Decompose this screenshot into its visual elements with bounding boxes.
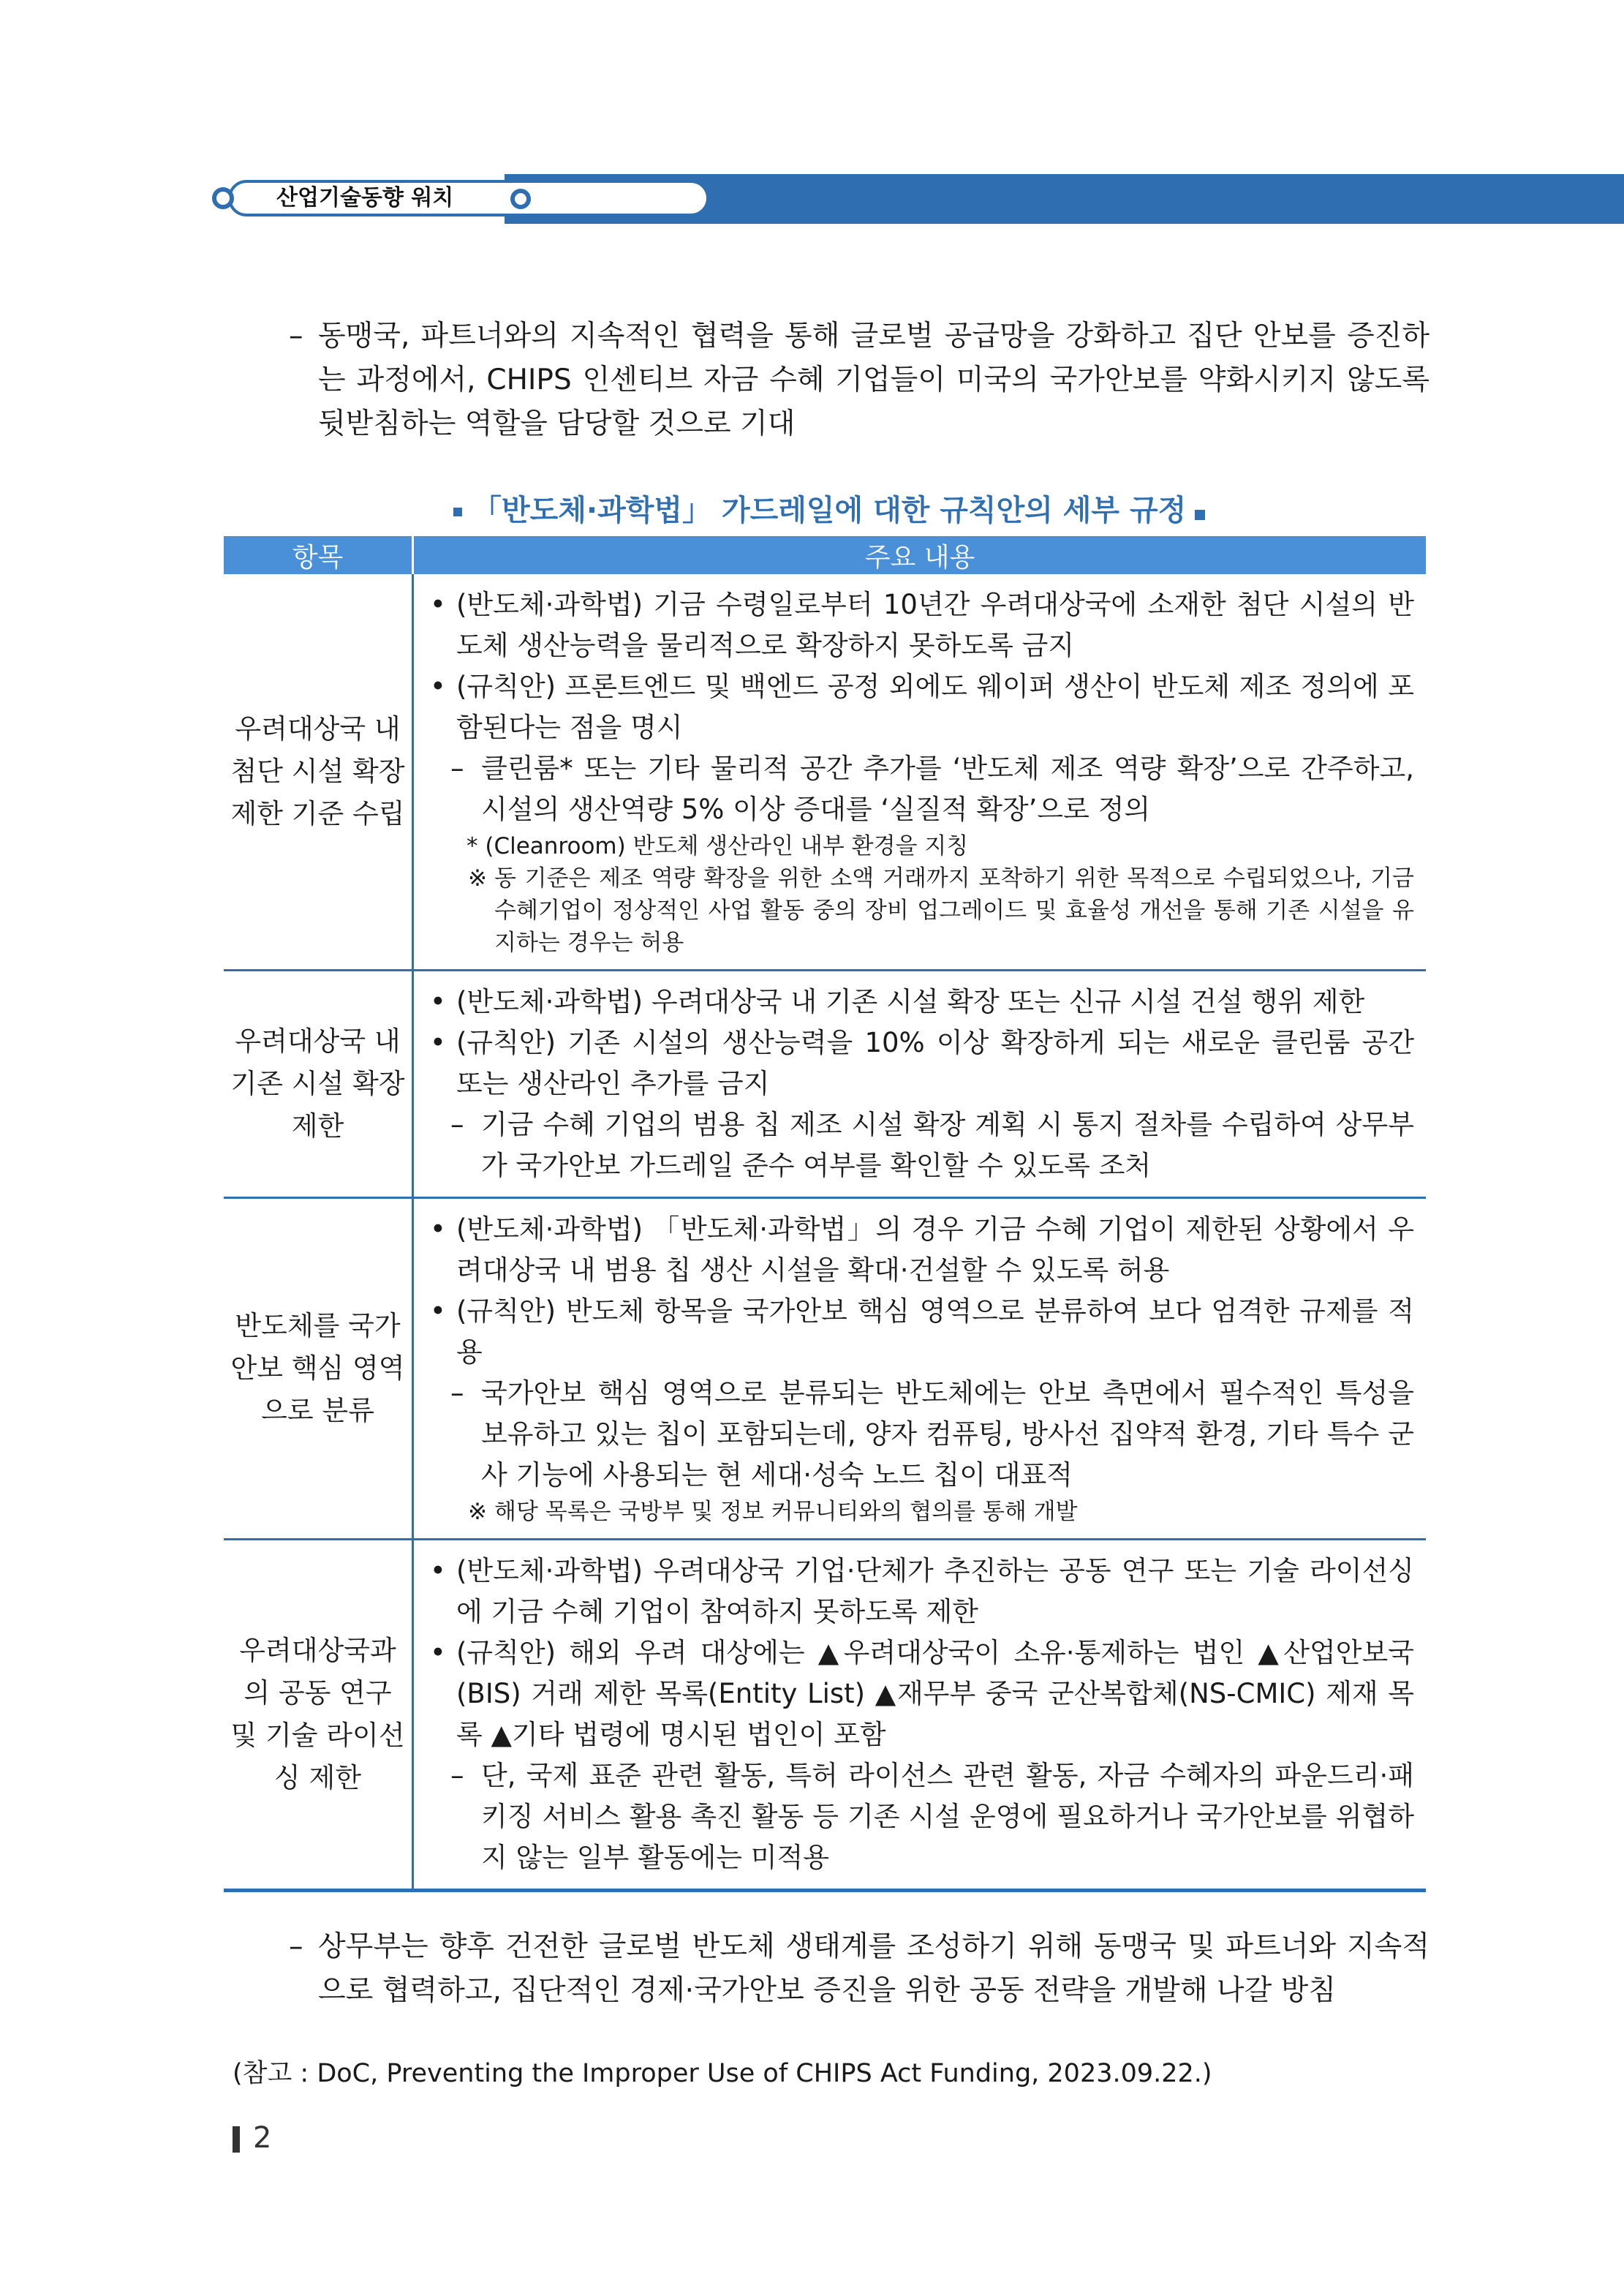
content-text: 클린룸* 또는 기타 물리적 공간 추가를 ‘반도체 제조 역량 확장’으로 간주하고, 시설의 생산역량 5% 이상 증대를 ‘실질적 확장’으로 정의 — [481, 753, 1414, 825]
bullet-marker: • — [430, 1637, 446, 1668]
bullet-marker: • — [430, 1555, 446, 1586]
row-item-label: 우려대상국 내 기존 시설 확장 제한 — [224, 971, 413, 1198]
page-number — [233, 2121, 271, 2155]
row-item-label: 우려대상국과의 공동 연구 및 기술 라이선싱 제한 — [224, 1540, 413, 1891]
content-remark — [424, 862, 1414, 959]
closing-bullet-text: 상무부는 향후 건전한 글로벌 반도체 생태계를 조성하기 위해 동맹국 및 파트너와 지속적으로 협력하고, 집단적인 경제·국가안보 증진을 위한 공동 전략을 개발해 나갈 방침 — [318, 1930, 1430, 2007]
regulation-table — [224, 536, 1426, 1892]
section-header — [212, 174, 1624, 224]
table-row — [224, 971, 1426, 1198]
footnote-text: * (Cleanroom) 반도체 생산라인 내부 환경을 지칭 — [467, 833, 969, 859]
content-line — [424, 982, 1414, 1023]
content-text: (규칙안) 반도체 항목을 국가안보 핵심 영역으로 분류하여 보다 엄격한 규제를 적용 — [456, 1295, 1414, 1368]
content-text: (규칙안) 프론트엔드 및 백엔드 공정 외에도 웨이퍼 생산이 반도체 제조 정의에 포함된다는 점을 명시 — [456, 671, 1414, 743]
header-right-dot-icon — [510, 189, 531, 209]
table-header-row — [224, 536, 1426, 574]
row-item-label: 우려대상국 내 첨단 시설 확장 제한 기준 수립 — [224, 574, 413, 971]
content-line — [424, 1373, 1414, 1496]
bullet-marker: • — [430, 986, 446, 1017]
closing-bullet-marker: – — [289, 1930, 303, 1963]
content-text: (규칙안) 해외 우려 대상에는 ▲우려대상국이 소유·통제하는 법인 ▲산업안보국(BIS) 거래 제한 목록(Entity List) ▲재무부 중국 군산복합체(NS-CMIC) 제재 목록 ▲기타 법령에 명시된 법인이 포함 — [456, 1637, 1414, 1750]
page-number-bar-icon — [233, 2126, 240, 2153]
content-line — [424, 666, 1414, 748]
row-content — [413, 971, 1427, 1198]
content-text: 단, 국제 표준 관련 활동, 특허 라이선스 관련 활동, 자금 수혜자의 파운드리·패키징 서비스 활용 촉진 활동 등 기존 시설 운영에 필요하거나 국가안보를 위협하지 않는 일부 활동에는 미적용 — [481, 1760, 1414, 1873]
content-footnote — [424, 830, 1414, 862]
bullet-marker: • — [430, 1213, 446, 1245]
content-remark — [424, 1496, 1414, 1528]
remark-text: 동 기준은 제조 역량 확장을 위한 소액 거래까지 포착하기 위한 목적으로 수립되었으나, 기금 수혜기업이 정상적인 사업 활동 중의 장비 업그레이드 및 효율성 개선을 통해 기존 시설을 유지하는 경우는 허용 — [494, 865, 1414, 956]
bullet-marker: • — [430, 671, 446, 702]
remark-marker: ※ — [468, 1499, 487, 1525]
table-header-item: 항목 — [224, 536, 413, 574]
content-text: 국가안보 핵심 영역으로 분류되는 반도체에는 안보 측면에서 필수적인 특성을 보유하고 있는 칩이 포함되는데, 양자 컴퓨팅, 방사선 집약적 환경, 기타 특수 군사 기능에 사용되는 현 세대·성숙 노드 칩이 대표적 — [481, 1377, 1414, 1491]
content-line — [424, 1023, 1414, 1104]
reference-note: (참고 : DoC, Preventing the Improper Use of CHIPS Act Funding, 2023.09.22.) — [233, 2059, 1212, 2088]
content-text: 기금 수혜 기업의 범용 칩 제조 시설 확장 계획 시 통지 절차를 수립하여 상무부가 국가안보 가드레일 준수 여부를 확인할 수 있도록 조처 — [481, 1109, 1414, 1181]
bullet-marker: • — [430, 589, 446, 620]
row-item-label: 반도체를 국가안보 핵심 영역으로 분류 — [224, 1198, 413, 1540]
table-caption-text: 「반도체·과학법」 가드레일에 대한 규칙안의 세부 규정 — [472, 494, 1187, 527]
table-header-content: 주요 내용 — [413, 536, 1427, 574]
row-content — [413, 1540, 1427, 1891]
content-line — [424, 1104, 1414, 1186]
row-content — [413, 574, 1427, 971]
content-line — [424, 1291, 1414, 1373]
content-line — [424, 1633, 1414, 1755]
table-row — [224, 1198, 1426, 1540]
intro-bullet — [289, 315, 1430, 446]
content-text: (반도체·과학법) 우려대상국 기업·단체가 추진하는 공동 연구 또는 기술 라이선싱에 기금 수혜 기업이 참여하지 못하도록 제한 — [456, 1555, 1414, 1627]
content-line — [424, 1209, 1414, 1291]
content-line — [424, 1755, 1414, 1878]
closing-bullet — [289, 1925, 1430, 2013]
intro-bullet-text: 동맹국, 파트너와의 지속적인 협력을 통해 글로벌 공급망을 강화하고 집단 안보를 증진하는 과정에서, CHIPS 인센티브 자금 수혜 기업들이 미국의 국가안보를 약화시키지 않도록 뒷받침하는 역할을 담당할 것으로 기대 — [318, 320, 1430, 440]
content-line — [424, 748, 1414, 830]
page-number-text: 2 — [253, 2121, 272, 2155]
content-text: (반도체·과학법) 우려대상국 내 기존 시설 확장 또는 신규 시설 건설 행위 제한 — [456, 986, 1365, 1017]
content-text: (반도체·과학법) 「반도체·과학법」의 경우 기금 수혜 기업이 제한된 상황에서 우려대상국 내 범용 칩 생산 시설을 확대·건설할 수 있도록 허용 — [456, 1213, 1414, 1286]
table-caption — [453, 487, 1205, 529]
dash-marker: – — [450, 1760, 464, 1791]
section-label: 산업기술동향 워치 — [228, 180, 709, 217]
remark-text: 해당 목록은 국방부 및 정보 커뮤니티와의 협의를 통해 개발 — [494, 1499, 1078, 1525]
content-line — [424, 1551, 1414, 1633]
table-row — [224, 1540, 1426, 1891]
caption-end-square-icon — [1195, 510, 1205, 520]
bullet-marker: • — [430, 1027, 446, 1058]
caption-square-icon — [453, 508, 462, 516]
dash-marker: – — [450, 1109, 464, 1140]
row-content — [413, 1198, 1427, 1540]
content-text: (규칙안) 기존 시설의 생산능력을 10% 이상 확장하게 되는 새로운 클린룸 공간 또는 생산라인 추가를 금지 — [456, 1027, 1414, 1099]
dash-marker: – — [450, 1377, 464, 1409]
remark-marker: ※ — [468, 865, 487, 892]
dash-marker: – — [450, 753, 464, 784]
header-left-dot-icon — [212, 187, 234, 209]
content-text: (반도체·과학법) 기금 수령일로부터 10년간 우려대상국에 소재한 첨단 시설의 반도체 생산능력을 물리적으로 확장하지 못하도록 금지 — [456, 589, 1414, 661]
content-line — [424, 584, 1414, 666]
intro-bullet-marker: – — [289, 320, 303, 353]
table-row — [224, 574, 1426, 971]
bullet-marker: • — [430, 1295, 446, 1327]
